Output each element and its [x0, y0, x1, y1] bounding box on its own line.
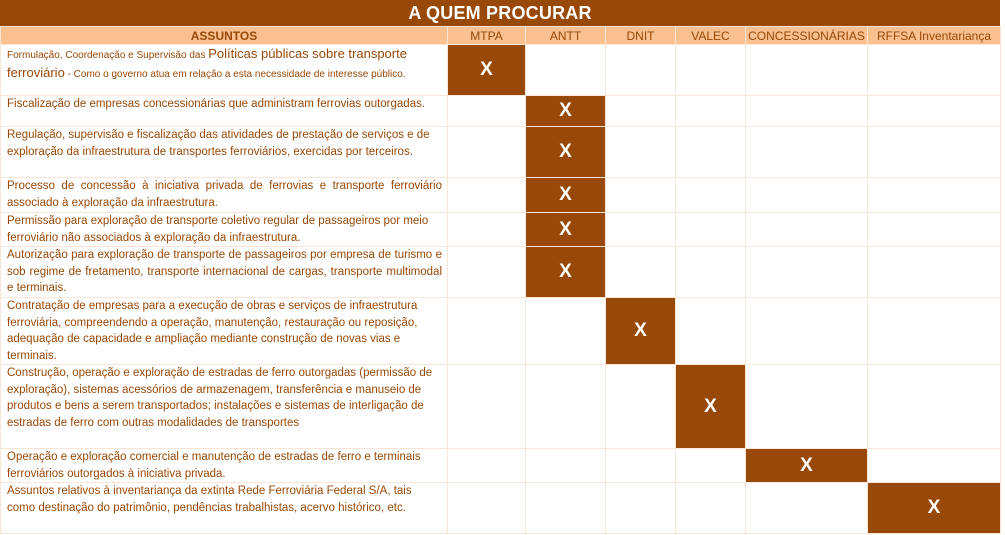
mark-cell-rffsa: [868, 247, 1001, 298]
mark-cell-dnit: [606, 178, 676, 213]
mark-cell-rffsa: [868, 298, 1001, 365]
header-row: [1, 27, 1001, 45]
table-row: [1, 96, 1001, 127]
mark-cell-valec: [676, 127, 746, 178]
mark-cell-valec: [676, 178, 746, 213]
mark-cell-mtpa: [448, 96, 526, 127]
mark-cell-rffsa: X: [868, 483, 1001, 534]
table-body: [1, 45, 1001, 534]
mark-cell-rffsa: [868, 127, 1001, 178]
mark-cell-dnit: [606, 213, 676, 247]
subject-text-part: Formulação, Coordenação e Supervisão das: [7, 50, 209, 61]
mark-cell-dnit: [606, 247, 676, 298]
mark-cell-dnit: X: [606, 298, 676, 365]
mark-cell-rffsa: [868, 45, 1001, 96]
column-header-rffsa: RFFSA Inventariança: [868, 27, 1001, 45]
mark-cell-concessionarias: [746, 247, 868, 298]
column-header-valec: VALEC: [676, 27, 746, 45]
mark-cell-rffsa: [868, 449, 1001, 483]
mark-cell-dnit: [606, 45, 676, 96]
mark-cell-antt: X: [526, 96, 606, 127]
table-row: [1, 178, 1001, 213]
mark-cell-valec: [676, 45, 746, 96]
subject-cell: Permissão para exploração de transporte coletivo regular de passageiros por meio ferroviário não associados à exploração da infraestrutura.: [1, 213, 448, 247]
table-row: [1, 247, 1001, 298]
mark-cell-mtpa: [448, 178, 526, 213]
mark-cell-rffsa: [868, 365, 1001, 449]
mark-cell-valec: [676, 483, 746, 534]
mark-cell-antt: [526, 298, 606, 365]
mark-cell-concessionarias: [746, 298, 868, 365]
subject-cell: Operação e exploração comercial e manutenção de estradas de ferro e terminais ferroviários outorgados à iniciativa privada.: [1, 449, 448, 483]
column-header-concessionarias: CONCESSIONÁRIAS: [746, 27, 868, 45]
mark-cell-antt: [526, 365, 606, 449]
mark-cell-mtpa: [448, 213, 526, 247]
mark-cell-mtpa: [448, 449, 526, 483]
mark-cell-mtpa: [448, 365, 526, 449]
sheet-title: A QUEM PROCURAR: [0, 0, 1000, 26]
mark-cell-concessionarias: [746, 127, 868, 178]
mark-cell-dnit: [606, 449, 676, 483]
subject-cell: Fiscalização de empresas concessionárias que administram ferrovias outorgadas.: [1, 96, 448, 127]
subject-cell: [1, 45, 448, 96]
mark-cell-valec: [676, 213, 746, 247]
mark-cell-mtpa: [448, 483, 526, 534]
table-row: [1, 483, 1001, 534]
column-header-mtpa: MTPA: [448, 27, 526, 45]
table-row: [1, 45, 1001, 96]
subject-cell: Contratação de empresas para a execução de obras e serviços de infraestrutura ferroviária, compreendendo a operação, manutenção, restauração ou reposição, adequação de capacidade e ampliação mediante construção de novas vias e terminais.: [1, 298, 448, 365]
mark-cell-rffsa: [868, 213, 1001, 247]
mark-cell-dnit: [606, 365, 676, 449]
subject-cell: Construção, operação e exploração de estradas de ferro outorgadas (permissão de exploração), sistemas acessórios de armazenagem, transferência e manuseio de produtos e bens a serem transportados; instalações e sistemas de interligação de estradas de ferro com outras modalidades de transportes: [1, 365, 448, 449]
mark-cell-valec: [676, 298, 746, 365]
mark-cell-concessionarias: [746, 45, 868, 96]
mark-cell-rffsa: [868, 178, 1001, 213]
table-row: [1, 127, 1001, 178]
mark-cell-concessionarias: [746, 96, 868, 127]
mark-cell-antt: X: [526, 178, 606, 213]
mark-cell-valec: X: [676, 365, 746, 449]
mark-cell-antt: X: [526, 213, 606, 247]
table-row: [1, 449, 1001, 483]
mark-cell-mtpa: X: [448, 45, 526, 96]
table-row: [1, 298, 1001, 365]
responsibility-table: [0, 26, 1001, 534]
table-row: [1, 213, 1001, 247]
mark-cell-valec: [676, 96, 746, 127]
mark-cell-concessionarias: [746, 178, 868, 213]
subject-cell: Assuntos relativos à inventariança da extinta Rede Ferroviária Federal S/A, tais como destinação do patrimônio, pendências trabalhistas, acervo histórico, etc.: [1, 483, 448, 534]
mark-cell-antt: [526, 449, 606, 483]
subject-text-part: - Como o governo atua em relação a esta necessidade de interesse público.: [64, 68, 406, 80]
mark-cell-rffsa: [868, 96, 1001, 127]
table-row: [1, 365, 1001, 449]
mark-cell-dnit: [606, 96, 676, 127]
mark-cell-concessionarias: X: [746, 449, 868, 483]
mark-cell-antt: [526, 45, 606, 96]
subject-text-part: Políticas públicas sobre transporte ferroviário: [7, 46, 407, 80]
mark-cell-mtpa: [448, 298, 526, 365]
column-header-dnit: DNIT: [606, 27, 676, 45]
mark-cell-concessionarias: [746, 213, 868, 247]
subject-cell: Regulação, supervisão e fiscalização das atividades de prestação de serviços e de exploração da infraestrutura de transportes ferroviários, exercidas por terceiros.: [1, 127, 448, 178]
column-header-assuntos: ASSUNTOS: [1, 27, 448, 45]
mark-cell-dnit: [606, 127, 676, 178]
mark-cell-concessionarias: [746, 365, 868, 449]
column-header-antt: ANTT: [526, 27, 606, 45]
mark-cell-concessionarias: [746, 483, 868, 534]
mark-cell-antt: X: [526, 127, 606, 178]
subject-cell: Processo de concessão à iniciativa privada de ferrovias e transporte ferroviário associado à exploração da infraestrutura.: [1, 178, 448, 213]
subject-cell: Autorização para exploração de transporte de passageiros por empresa de turismo e sob regime de fretamento, transporte internacional de cargas, transporte multimodal e terminais.: [1, 247, 448, 298]
mark-cell-antt: [526, 483, 606, 534]
mark-cell-antt: X: [526, 247, 606, 298]
mark-cell-mtpa: [448, 247, 526, 298]
mark-cell-valec: [676, 449, 746, 483]
mark-cell-dnit: [606, 483, 676, 534]
mark-cell-valec: [676, 247, 746, 298]
mark-cell-mtpa: [448, 127, 526, 178]
